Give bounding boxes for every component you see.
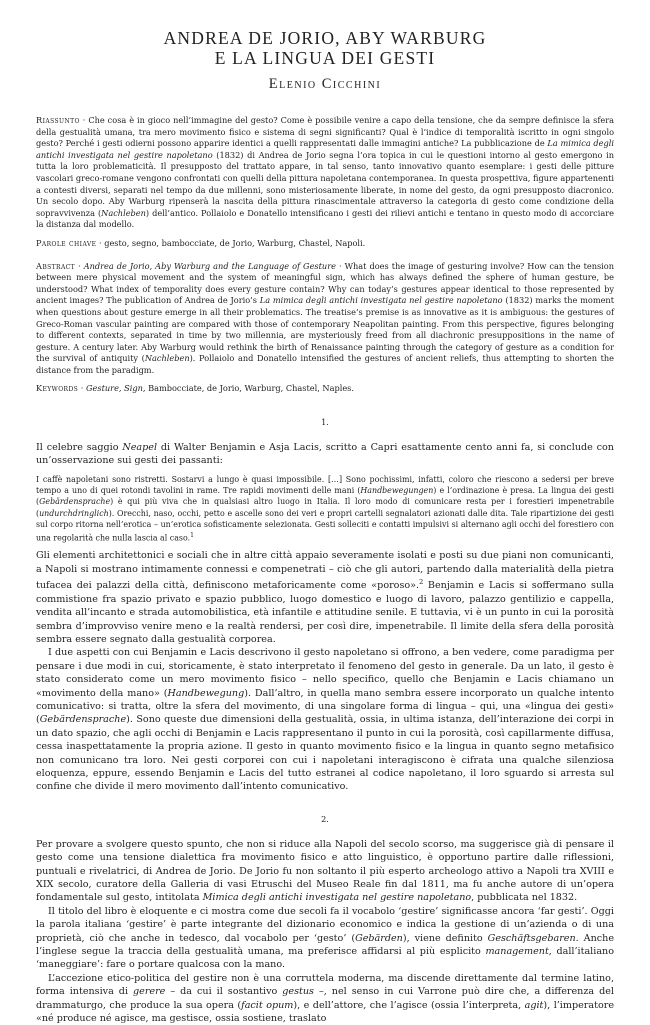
quote-text-a: I caffè napoletani sono ristretti. Sostarvi a lungo è quasi impossibile. […] Sono pochissimi, infatti, coloro che riescono a sedersi per breve tempo a uno di quei rotondi tavolini in rame. Tre rapidi movimenti delle mani ( — [36, 474, 614, 496]
author-name: Elenio Cicchini — [268, 76, 382, 92]
abstract-title: Andrea de Jorio, Aby Warburg and the Language of Gesture — [83, 260, 336, 271]
quote-undurchdringlich: undurchdringlich — [39, 508, 109, 518]
s1p1-text-b: di Walter Benjamin e Asja Lacis, scritto a Capri esattamente cento anni fa, si conclude con un’osservazione sui gesti dei passanti: — [36, 442, 614, 467]
s2p3-gerere: gerere — [133, 986, 166, 998]
parole-chiave-line — [36, 238, 614, 250]
s2p3-text-c: –, nel senso in cui Varrone può dire che, a differenza del drammaturgo, che produce la sua opera ( — [36, 986, 614, 1011]
s2p2-text-d: , dall’italiano ‘maneggiare’: fare o portare qualcosa con la mano. — [36, 946, 614, 971]
riassunto-separator: · — [79, 115, 89, 125]
quote-gebardensprache: Gebärdensprache — [39, 497, 111, 507]
parole-chiave-label: Parole chiave — [36, 237, 97, 248]
riassunto-label: Riassunto — [36, 115, 80, 125]
riassunto-nachleben: Nachleben — [101, 207, 146, 218]
quote-text-d: ). Orecchi, naso, occhi, petto e ascelle sono dei veri e propri cartelli segnalatori azionati dalle dita. Tale ripartizione dei gesti sul corpo ritorna nell’erotica – un’erotica sofisticamente selezionata. Gesti solleciti e contatti impulsivi si alternano agli occhi del forestiero con una regolarità che nulla lascia al caso. — [36, 508, 614, 543]
block-quote — [36, 474, 614, 544]
abstract-text-1: · What does the image of gesturing involve? How can the tension between mere physical movement and the system of meaningful sign, which has always defined the sphere of human gesture, be understood? What index of temporality does every gesture contain? Why can today’s gestures appear identical to those represented by ancient images? The publication of Andrea de Jorio’s — [36, 260, 615, 306]
keywords-separator: · — [78, 383, 86, 394]
abstract-paragraph — [36, 261, 614, 377]
keywords-line — [36, 383, 614, 395]
section-number-1: 1. — [321, 417, 329, 428]
quote-text-b: ) e l’ordinazione è presa. La lingua dei gesti ( — [36, 486, 614, 507]
s2p2-text-a: Il titolo del libro è eloquente e ci mostra come due secoli fa il vocabolo ‘gestire’ significasse ancora ‘far gesti’. Oggi la parola italiana ‘gestire’ è parte integrante del dizionario economico e indica la gestione di un’azienda o di una proprietà, ciò che anche in tedesco, dal vocabolo per ‘gesto’ ( — [36, 905, 614, 944]
section2-paragraph-1 — [36, 838, 614, 905]
section-number-2: 2. — [321, 813, 329, 824]
section1-paragraph-3 — [36, 646, 614, 793]
abstract-book-title: La mimica degli antichi investigata nel gestire napoletano — [259, 295, 503, 306]
abstract-text-3: ). Pollaiolo and Donatello intensified the gestures of ancient reliefs, thus attempting to shorten the distance from the paradigm. — [36, 353, 615, 375]
footnote-marker-2[interactable]: 2 — [419, 578, 424, 587]
s1p1-text-a: Il celebre saggio — [36, 442, 123, 454]
s2p1-text-a: Per provare a svolgere questo spunto, che non si riduce alla Napoli del secolo scorso, ma suggerisce già di pensare il gesto come una tensione dialettica fra movimento fisico e atto linguistico, è opportuno partire dalle riflessioni, puntuali e rivelatrici, di Andrea de Jorio. De Jorio fu non soltanto il più esperto archeologo attivo a Napoli tra XVIII e XIX secolo, curatore della Galleria di vasi Etruschi del Museo Reale fin dal 1811, ma fu anche autore di un’opera fondamentale sul gesto, intitolata — [36, 838, 614, 904]
s1p2-text-b: Benjamin e Lacis si soffermano sulla commistione fra spazio privato e spazio pubblico, luogo domestico e luogo di lavoro, palazzo gentilizio e cappella, vendita all’incanto e strada automobilistica, età infantile e attitudine senile. E tuttavia, vi è un punto in cui la porosità sembra d’improvviso venire meno e la realtà rendersi, per così dire, impenetrabile. Il limite della sfera della porosità sembra essere segnato dalla gestualità corporea. — [36, 580, 614, 645]
s1p3-gebardensprache: Gebärdensprache — [39, 714, 127, 726]
abstract-label: Abstract — [36, 260, 76, 271]
article-title — [36, 28, 614, 68]
riassunto-text-3: ) dell’antico. Pollaiolo e Donatello intensificano i gesti dei rilievi antichi e tentano in questo modo di accorciare la distanza dal modello. — [36, 207, 614, 230]
abstract-text-2: (1832) marks the moment when questions about gesture emerge in all their problematics. The treatise’s premise is as innovative as it is ambiguous: the gestures of Greco-Roman vascular painting are compared with those of contemporary Neapolitan painting. From this perspective, figures belonging to different contexts, separated in time by two millennia, are mysteriously freed from all diachronic presuppositions in the name of gesture. A century later. Aby Warburg would rethink the birth of Renaissance painting through the category of gesture as a condition for the survival of antiquity ( — [36, 295, 614, 364]
riassunto-text-1: Che cosa è in gioco nell’immagine del gesto? Come è possibile venire a capo della tensione, che da sempre definisce la sfera della gestualità umana, tra mero movimento fisico e sistema di segni significanti? Qual è l’indice di temporalità iscritto in ogni singolo gesto? Perché i gesti odierni possono apparire identici a quelli rappresentati dalle immagini antiche? La pubblicazione de — [36, 115, 615, 149]
s2p1-text-b: , pubblicata nel 1832. — [471, 892, 578, 904]
s2p2-text-b: ), viene definito — [402, 932, 488, 944]
keywords-italic: Gesture, Sign, — [86, 383, 146, 394]
s2p3-agit: agit — [524, 999, 544, 1011]
section1-paragraph-1 — [36, 441, 614, 468]
s1p3-text-b: ). Dall’altro, in quella mano sembra essere incorporato un qualche intento comunicativo: si tratta, oltre la sfera del movimento, di una singolare forma di lingua – qui, una «lingua dei gesti» ( — [36, 687, 614, 726]
s2p3-text-e: ), l’imperatore «né produce né agisce, ma gestisce, ossia sostiene, traslato — [36, 999, 614, 1025]
abstract-separator: · — [75, 260, 84, 271]
s2p1-book-title: Mimica degli antichi investigata nel gestire napoletano — [202, 892, 472, 904]
s2p3-facit-opum: facit opum — [241, 999, 294, 1011]
riassunto-paragraph — [36, 115, 614, 231]
parole-chiave-text: gesto, segno, bambocciate, de Jorio, Warburg, Chastel, Napoli. — [104, 237, 366, 248]
s1p3-text-a: I due aspetti con cui Benjamin e Lacis descrivono il gesto napoletano si offrono, a ben vedere, come paradigma per pensare i due modi in cui, storicamente, è stato interpretato il fenomeno del gesto in generale. Da un lato, il gesto è stato considerato come un mero movimento fisico – nello specifico, quello che Benjamin e Lacis chiamano un «movimento della mano» ( — [36, 647, 614, 699]
s2p2-geschaftsgebaren: Geschäftsgebaren — [487, 932, 576, 944]
s1p3-handbewegung: Handbewegung — [167, 687, 245, 699]
s1p3-text-c: ). Sono queste due dimensioni della gestualità, ossia, in ultima istanza, dell’interazione dei corpi in un dato spazio, che agli occhi di Benjamin e Lacis rappresentano il punto in cui la porosità, così capillarmente diffusa, cessa inaspettatamente la propria azione. Il gesto in quanto movimento fisico e la lingua in quanto segno metafisico non comunicano tra loro. Nei gesti corporei con cui i napoletani interagiscono è cifrata una qualche silenziosa eloquenza, eppure, essendo Benjamin e Lacis del tutto estranei al codice napoletano, il loro sguardo si arresta sul confine che divide il mero movimento dall’intento comunicativo. — [36, 714, 614, 793]
parole-chiave-separator: · — [96, 237, 105, 248]
abstract-nachleben: Nachleben — [144, 353, 190, 364]
s2p3-text-a: L’accezione etico-politica del gestire non è una corruttela moderna, ma discende direttamente dal termine latino, forma intensiva di — [36, 972, 614, 998]
section1-paragraph-2 — [36, 549, 614, 646]
section2-paragraph-2 — [36, 905, 614, 972]
s2p2-management: management — [485, 946, 549, 958]
quote-handbewegungen: Handbewegungen — [360, 486, 434, 496]
s2p3-gestus: gestus — [282, 986, 314, 998]
keywords-label: Keywords — [36, 383, 79, 394]
section2-paragraph-3 — [36, 972, 614, 1025]
s1p2-text-a: Gli elementi architettonici e sociali che in altre città appaio severamente isolati e posti su due piani non comunicanti, a Napoli si mostrano intimamente connessi e compenetrati – ciò che gli autori, partendo dalla materialità della pietra tufacea dei palazzi della città, definiscono metaforicamente come «poroso». — [36, 550, 614, 592]
title-line-2: E LA LINGUA DEI GESTI — [214, 48, 436, 68]
paper-page — [36, 22, 614, 1025]
s2p3-text-b: – da cui il sostantivo — [165, 986, 283, 998]
riassunto-text-2: (1832) di Andrea de Jorio segna l’ora topica in cui le questioni intorno al gesto emergono in tutta la loro problematicità. Il presupposto del trattato appare, in tal senso, tanto innovativo quanto esemplare: i gesti delle pitture vascolari greco-romane vengono confrontati con quelli della pittura napoletana contemporanea. In questa prospettiva, figure appartenenti a contesti diversi, separati nel tempo da due millenni, sono misteriosamente liberate, in nome del gesto, da ogni presupposto diacronico. Un secolo dopo. Aby Warburg ripenserà la nascita della pittura rinascimentale attraverso la categoria di gesto come condizione della sopravvivenza ( — [36, 149, 614, 218]
title-line-1: ANDREA DE JORIO, ABY WARBURG — [163, 28, 487, 48]
s2p3-text-d: ), e dell’attore, che l’agisce (ossia l’interpreta, — [293, 999, 525, 1011]
riassunto-book-title: La mimica degli antichi investigata nel gestire napoletano — [36, 138, 614, 160]
keywords-text: Bambocciate, de Jorio, Warburg, Chastel, Naples. — [145, 383, 354, 394]
s2p2-gebarden: Gebärden — [355, 932, 403, 944]
s2p2-text-c: . Anche l’inglese segue la traccia della gestualità umana, ma preferisce affidarsi al più esplicito — [36, 932, 615, 958]
s1p1-neapel: Neapel — [122, 442, 158, 454]
footnote-marker-1[interactable]: 1 — [190, 532, 194, 540]
quote-text-c: ) è qui più viva che in qualsiasi altro luogo in Italia. Il loro modo di comunicare resta per i forestieri impenetrabile ( — [36, 497, 614, 518]
